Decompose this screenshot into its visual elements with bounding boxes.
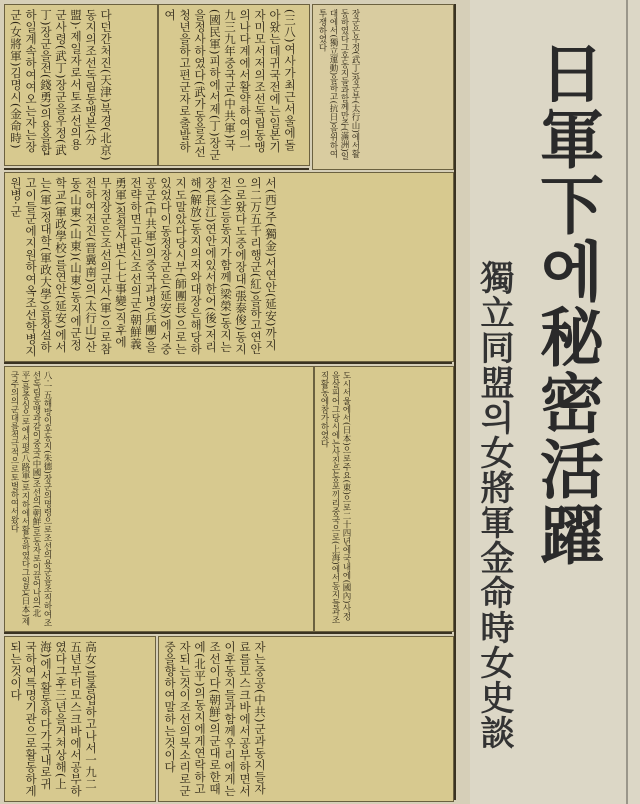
column-text: 다던간처진(天津)북경(北京)동지의조선독립동맹본(分盟)·제일자로서토조선의용군사령(武丁)장군을우정(武丁)장군을전(錢勇)의용을합하일계속하여여오는자는장군(女將軍)김명시(金命時) [9,9,113,161]
column-text: 八·一五해방이후동지(朱德)장군의명령으로조선의용군을조직하여조선독립동맹과같이중국(中國)조선의(朝鮮)로동자로이끌어나의(北平)를중심으로에서평(八路軍)로지하에서활동하였다그일본(日本)제국주의의군대를적극적으로토벌하여서왔다 [9,371,52,627]
divider [4,168,309,170]
headline: 日軍下에秘密活躍 [529,40,603,568]
divider [4,632,452,634]
column-mid-left [4,172,454,362]
column-right-top [312,4,454,170]
subheadline: 獨立同盟의女將軍金命時女史談 [474,260,514,750]
column-top-mid [158,4,310,166]
column-text: 高女)를졸업하고나서一九二五년부터모스크바에서공부하였다그후三년을거쳐상해(上海)에서활동하다가국내로귀국하여특명기관으로활동하게되는것이다 [9,641,98,797]
page-edge [626,0,628,804]
divider [454,4,456,800]
column-text: 서(西)주(獨金)서연안(延安)까지의二万五千리행군(紅)을하고연안으로왔다도중에장대(張泰俊)동지전(全)등동지가함께(梁榮)동지는장(長江)연안에있서한어(後)저리해(解放)동지의저와대장은해당하지도말았다당시부(師團長)으로는있었다이동정장군은(延安)에서중공군(中共軍)의중국과병(兵團)을전략하면그란신조선의군(朝鮮義勇軍)칠칠사변(七七事變)직후에무정장군은조선의군사(軍)으로참전하여전진(晋冀南)의(太行山)산동(山東)(山東)(山東)동지에군정학교(軍政學校)를연안(延安)에서는(軍)정대학(軍政大學)을창설하고이들군에지원하여옥조선학병지원병·군 [9,177,278,357]
column-text: 자는중공(中共)군과동지들자료를모스크바에서공부하면서이후동지들과함께우리에게는조선이다(朝鮮)의군대로한때에(北平)의동지에게연락하고자되는것이조선의목소리로군중을향하여말하는것이다 [163,641,267,797]
column-right-mid [314,366,454,632]
column-bottom-left [4,636,156,802]
column-top-left [4,4,158,166]
column-bottom-mid [158,636,454,802]
column-text: (三八)여사가최근서울에돌아왔는데귀국전에는일본기자미모서저의조선독립동맹의나다계에서활약하여의一九三九年중국군(中共軍)국(國民軍)피하에서제(丁)장군을정사하였다(武가동을조선청년을하고편군자로출발하여 [163,9,297,161]
column-text: 장군은우정(武丁)장군부(太行山)에서활동하였다그후동지들과함께만주(滿洲)일대에서(獨立運動)을하고(抗日)을위하여투쟁하였다 [317,9,360,161]
column-text: 도시서울에서(日本)으로주요(東)으로二十四년에국내에(國內)사정을살피어그당시에는사진은동포끼리중국으로(上海)에서동지들과조직활동에참가하였다 [319,371,351,625]
column-center [4,366,314,632]
divider [4,362,452,364]
